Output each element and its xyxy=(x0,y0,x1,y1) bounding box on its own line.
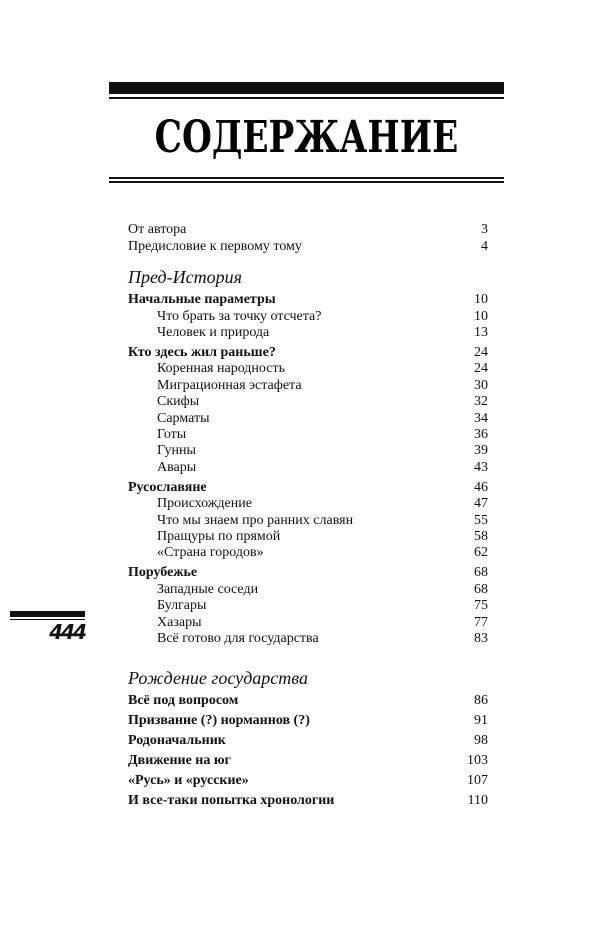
toc-subentry-page-number: 10 xyxy=(474,308,488,324)
toc-chapter-entry-label: И все-таки попытка хронологии xyxy=(128,793,335,808)
toc-subentry-page-number: 34 xyxy=(474,410,488,426)
toc-subentry xyxy=(157,426,488,443)
page-number: 444 xyxy=(49,620,85,644)
toc-front-entry-page-number: 4 xyxy=(481,239,488,254)
toc-subentry-page-number: 68 xyxy=(474,581,488,597)
toc-chapter-entry-label: Призвание (?) норманнов (?) xyxy=(128,713,310,728)
toc-subentry xyxy=(157,528,488,545)
toc-subentry-label: Пращуры по прямой xyxy=(157,528,281,544)
toc-chapter-entry-page-number: 98 xyxy=(474,733,488,748)
toc-subentry xyxy=(157,581,488,598)
toc-chapter-entry xyxy=(128,291,488,308)
toc-chapter-entry xyxy=(128,564,488,581)
toc-subentry-page-number: 55 xyxy=(474,512,488,528)
toc-subentry-page-number: 62 xyxy=(474,545,488,561)
toc-subentry-label: Что мы знаем про ранних славян xyxy=(157,512,354,528)
toc-subentry-label: Западные соседи xyxy=(157,581,259,597)
toc-subentry-page-number: 30 xyxy=(474,377,488,393)
toc-front-entry-label: Предисловие к первому тому xyxy=(128,239,302,254)
toc-subentry-page-number: 58 xyxy=(474,528,488,544)
toc-chapter-entry xyxy=(128,344,488,361)
toc-chapter-entry-label: Движение на юг xyxy=(128,753,231,768)
toc-subentry xyxy=(157,377,488,394)
toc-subentry-label: Человек и природа xyxy=(157,324,270,340)
toc-chapter-entry-label: Порубежье xyxy=(128,565,198,581)
toc-subentry xyxy=(157,393,488,410)
toc-front-entry-page-number: 3 xyxy=(481,222,488,237)
toc-subentry-label: Миграционная эстафета xyxy=(157,377,302,393)
toc-subentry-label: Коренная народность xyxy=(157,361,285,377)
toc-subentry-label: Готы xyxy=(157,426,187,442)
toc-subentry xyxy=(157,544,488,561)
toc-chapter-entry-label: Начальные параметры xyxy=(128,292,276,307)
toc-subentry-label: Всё готово для государства xyxy=(157,630,319,646)
toc-subentry-page-number: 24 xyxy=(474,361,488,377)
toc-chapter-entry-page-number: 91 xyxy=(474,713,488,728)
toc-section-heading: Пред-История xyxy=(128,267,242,287)
toc-chapter-entry xyxy=(128,692,488,709)
toc-front-entry xyxy=(128,238,488,255)
toc-subentry-label: Происхождение xyxy=(157,496,252,512)
toc-chapter-entry xyxy=(128,772,488,789)
toc-subentry-page-number: 77 xyxy=(474,614,488,630)
toc-front-entry-label: От автора xyxy=(128,222,187,237)
toc-subentry xyxy=(157,597,488,614)
toc-chapter-entry-page-number: 10 xyxy=(474,292,488,307)
toc-subentry xyxy=(157,410,488,427)
toc-subentry xyxy=(157,512,488,529)
toc-subentry-page-number: 36 xyxy=(474,426,488,442)
toc-chapter-entry-label: Русославяне xyxy=(128,479,207,495)
toc-chapter-entry-page-number: 110 xyxy=(467,793,488,808)
toc-chapter-entry xyxy=(128,479,488,496)
toc-chapter-entry-page-number: 107 xyxy=(467,773,488,788)
toc-chapter-entry-label: Кто здесь жил раньше? xyxy=(128,344,276,360)
toc-subentry-page-number: 75 xyxy=(474,598,488,614)
toc-chapter-entry xyxy=(128,792,488,809)
toc-subentry xyxy=(157,630,488,647)
toc-subentry-label: Гунны xyxy=(157,443,196,459)
toc-subentry-page-number: 83 xyxy=(474,630,488,646)
toc-chapter-entry-label: Всё под вопросом xyxy=(128,693,239,708)
toc-subentry-label: Булгары xyxy=(157,598,207,614)
toc-subentry xyxy=(157,324,488,341)
toc-subentry xyxy=(157,360,488,377)
toc-chapter-entry xyxy=(128,752,488,769)
toc-subentry-label: Что брать за точку отсчета? xyxy=(157,308,322,324)
toc-chapter-entry-label: «Русь» и «русские» xyxy=(128,773,249,788)
toc-front-entry xyxy=(128,221,488,238)
toc-chapter-entry-page-number: 24 xyxy=(474,344,488,360)
toc-chapter-entry-page-number: 68 xyxy=(474,565,488,581)
toc-section-heading: Рождение государства xyxy=(128,668,308,688)
toc-subentry xyxy=(157,459,488,476)
toc-chapter-entry-label: Родоначальник xyxy=(128,733,226,748)
toc-subentry-label: Сарматы xyxy=(157,410,210,426)
page-title: СОДЕРЖАНИЕ xyxy=(154,112,459,163)
toc-chapter-entry-page-number: 103 xyxy=(467,753,488,768)
toc-chapter-entry-page-number: 86 xyxy=(474,693,488,708)
toc-subentry xyxy=(157,308,488,325)
toc-chapter-entry xyxy=(128,732,488,749)
toc-subentry-page-number: 47 xyxy=(474,496,488,512)
toc-subentry-page-number: 39 xyxy=(474,443,488,459)
toc-subentry-label: «Страна городов» xyxy=(157,545,264,561)
toc-subentry xyxy=(157,495,488,512)
toc-subentry-page-number: 13 xyxy=(474,324,488,340)
toc-subentry xyxy=(157,614,488,631)
toc-chapter-entry-page-number: 46 xyxy=(474,479,488,495)
toc-subentry-page-number: 32 xyxy=(474,394,488,410)
toc-subentry-label: Авары xyxy=(157,459,197,475)
toc-subentry-label: Скифы xyxy=(157,394,200,410)
toc-subentry-label: Хазары xyxy=(157,614,202,630)
toc-chapter-entry xyxy=(128,712,488,729)
toc-subentry xyxy=(157,442,488,459)
toc-subentry-page-number: 43 xyxy=(474,459,488,475)
